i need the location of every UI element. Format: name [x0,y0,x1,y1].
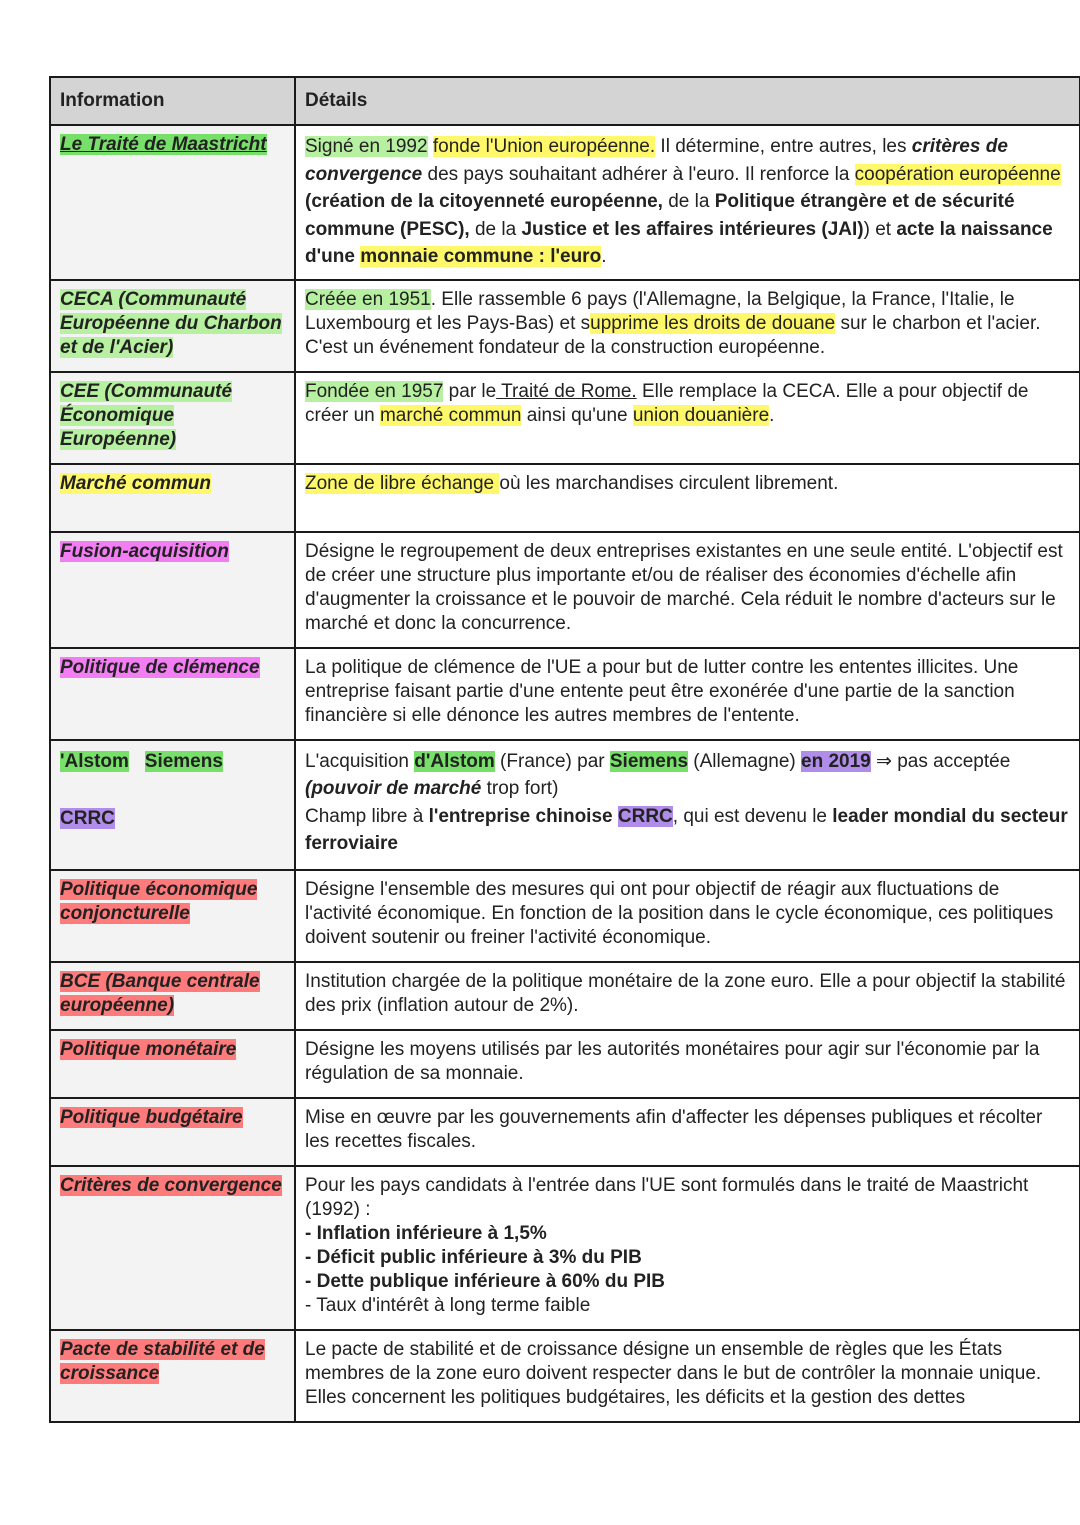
text-fragment: . [769,404,775,426]
term-cell [50,1330,295,1422]
text-fragment: Champ libre à [305,805,429,827]
text-fragment: Fondée en 1957 [305,380,444,402]
term-label: Politique budgétaire [60,1106,243,1128]
text-fragment: des pays souhaitant adhérer à l'euro. Il renforce la [422,163,855,185]
table-row [50,740,1080,870]
term-label: 'Alstom [60,750,129,772]
table-row [50,1166,1080,1330]
term-label: CEE (Communauté Économique Européenne) [60,380,233,450]
term-label: Siemens [144,750,223,772]
table-row [50,125,1080,280]
term-cell [50,1098,295,1166]
text-fragment: trop fort) [481,778,559,799]
table-row [50,648,1080,740]
term-label: Pacte de stabilité et de croissance [60,1338,265,1384]
details-cell [295,1166,1080,1330]
table-row [50,372,1080,464]
text-fragment: d'Alstom [414,750,495,772]
text-fragment: Elle remplace la CECA. Elle a pour objectif de créer un [305,380,1029,426]
text-fragment: Il détermine, entre autres, les [655,136,912,157]
table-header-row [50,77,1080,125]
text-fragment: . [601,246,607,267]
text-fragment: (France) par [494,750,610,772]
term-cell [50,740,295,870]
details-cell [295,464,1080,532]
text-fragment: Siemens [609,750,689,772]
text-fragment: de la [662,191,715,212]
term-label: Politique économique conjoncturelle [60,878,258,924]
term-cell [50,870,295,962]
header-information: Information [50,77,295,125]
criteria-intro: Pour les pays candidats à l'entrée dans l'UE sont formulés dans le traité de Maastricht (1992) : [305,1174,1029,1220]
text-fragment: , qui est devenu le [672,805,833,827]
term-cell [50,125,295,280]
text-fragment: Justice et les affaires intérieures (JAI) [521,218,864,240]
term-cell [50,1166,295,1330]
term-cell [50,280,295,372]
criteria-item: - Taux d'intérêt à long terme faible [305,1294,591,1316]
criteria-item: - Inflation inférieure à 1,5% [305,1222,547,1244]
text-fragment: coopération européenne [854,163,1061,185]
table-row [50,1098,1080,1166]
text-fragment: Zone de libre échange [305,472,500,494]
term-label: Critères de convergence [60,1174,282,1196]
term-cell [50,464,295,532]
text-fragment: Politique étrangère et de sécurité commune (PESC), [305,191,1015,240]
term-label: Politique de clémence [60,656,260,678]
criteria-item: - Dette publique inférieure à 60% du PIB [305,1270,666,1292]
term-label: CECA (Communauté Européenne du Charbon et de l'Acier) [60,288,282,358]
text-fragment: acte la naissance d'une [305,218,1053,267]
text-fragment: (Allemagne) [688,750,802,772]
text-fragment: union douanière [632,404,770,426]
table-row [50,1030,1080,1098]
text-fragment: l'entreprise chinoise [428,805,618,827]
text-fragment: leader mondial du secteur ferroviaire [305,805,1068,854]
details-cell [295,372,1080,464]
text-fragment: critères de convergence [305,136,1008,185]
text-fragment: de la [469,218,522,240]
text-fragment: ) et [863,218,897,240]
details-cell: Mise en œuvre par les gouvernements afin d'affecter les dépenses publiques et récolter les recettes fiscales. [295,1098,1080,1166]
text-fragment: en 2019 [801,750,871,772]
details-cell: Le pacte de stabilité et de croissance désigne un ensemble de règles que les États membres de la zone euro doivent respecter dans le but de contrôler la monnaie unique. Elles concernent les politiques budgétaires, les déficits et la gestion des dettes [295,1330,1080,1422]
term-label: Le Traité de Maastricht [60,134,267,155]
details-cell: Désigne le regroupement de deux entreprises existantes en une seule entité. L'objectif est de créer une structure plus importante et/ou de réaliser des économies d'échelle afin d'augmenter la croissance et le pouvoir de marché. Cela réduit le nombre d'acteurs sur le marché et donc la concurrence. [295,532,1080,648]
glossary-table [49,76,1080,1423]
text-fragment: Signé en 1992 [305,136,428,157]
text-fragment: ⇒ pas acceptée [870,750,1011,772]
table-row [50,532,1080,648]
text-fragment: Créée en 1951 [305,288,431,310]
term-cell [50,532,295,648]
term-label: BCE (Banque centrale européenne) [60,970,260,1016]
text-fragment: marché commun [379,404,522,426]
term-cell [50,648,295,740]
table-row [50,1330,1080,1422]
term-cell [50,1030,295,1098]
text-fragment: (création de la citoyenneté européenne, [305,191,663,212]
details-cell: La politique de clémence de l'UE a pour but de lutter contre les ententes illicites. Une entreprise faisant partie d'une entente peut être exonérée d'une partie de la sanction financière si elle dénonce les autres membres de l'entente. [295,648,1080,740]
term-label: CRRC [60,808,115,829]
text-fragment: (pouvoir de marché [305,778,482,799]
table-row [50,870,1080,962]
term-label: Marché commun [60,472,211,494]
table-row [50,464,1080,532]
text-fragment: CRRC [617,805,673,827]
term-cell [50,372,295,464]
term-label: Politique monétaire [60,1038,237,1060]
text-fragment: ainsi qu'une [521,404,633,426]
text-fragment: où les marchandises circulent librement. [499,472,839,494]
text-fragment: fonde l'Union européenne. [432,136,656,157]
details-cell [295,280,1080,372]
details-cell: Désigne l'ensemble des mesures qui ont pour objectif de réagir aux fluctuations de l'activité économique. En fonction de la position dans le cycle économique, ces politiques doivent soutenir ou freiner l'activité économique. [295,870,1080,962]
text-fragment: par le [443,380,497,402]
text-fragment: L'acquisition [305,750,415,772]
header-details: Détails [295,77,1080,125]
term-label: Fusion-acquisition [60,540,229,562]
details-cell [295,740,1080,870]
text-fragment: . Elle rassemble 6 pays (l'Allemagne, la Belgique, la France, l'Italie, le Luxembourg et les Pays-Bas) et s [305,288,1015,334]
text-fragment: monnaie commune : l'euro [360,246,602,267]
details-cell: Institution chargée de la politique monétaire de la zone euro. Elle a pour objectif la stabilité des prix (inflation autour de 2%). [295,962,1080,1030]
details-cell [295,125,1080,280]
table-row [50,280,1080,372]
text-fragment: sur le charbon et l'acier. C'est un événement fondateur de la construction européenne. [305,312,1041,358]
criteria-item: - Déficit public inférieure à 3% du PIB [305,1246,642,1268]
text-fragment: Traité de Rome. [496,380,637,402]
table-row [50,962,1080,1030]
details-cell: Désigne les moyens utilisés par les autorités monétaires pour agir sur l'économie par la régulation de sa monnaie. [295,1030,1080,1098]
term-cell [50,962,295,1030]
text-fragment: upprime les droits de douane [590,312,836,334]
